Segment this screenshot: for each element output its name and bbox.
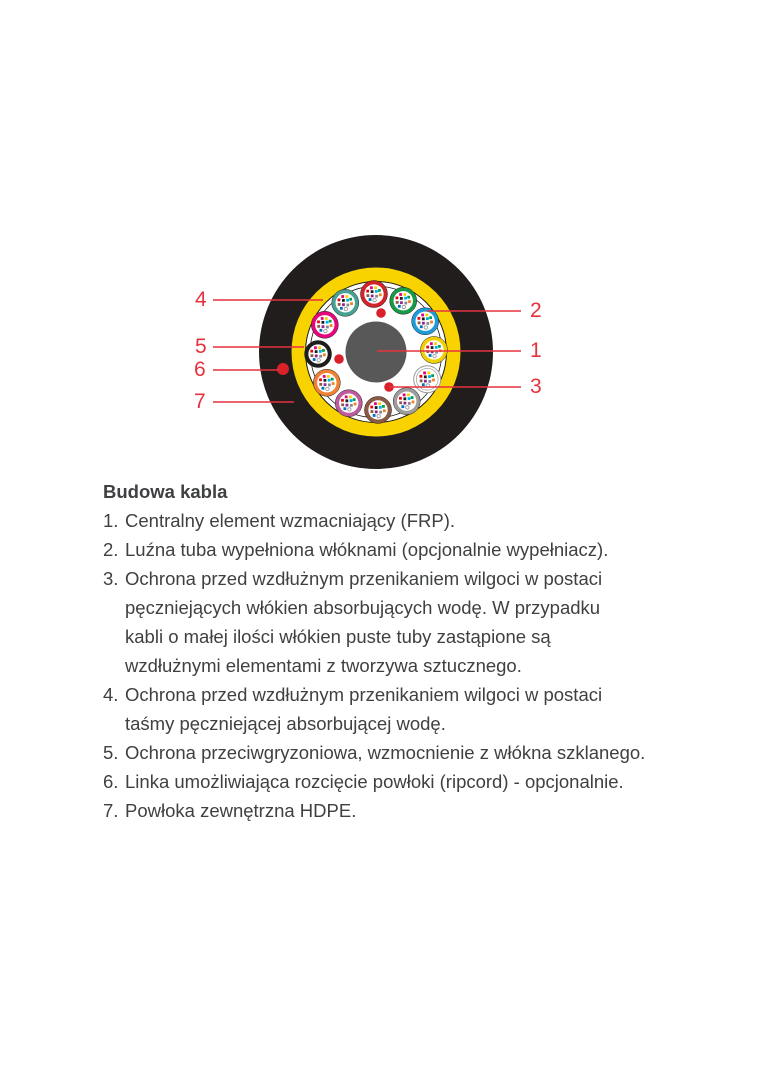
fiber-dot	[315, 350, 318, 353]
ripcord-dot	[277, 363, 289, 375]
fiber-dot	[346, 304, 349, 307]
fiber-dot	[322, 349, 325, 352]
fiber-dot	[438, 345, 441, 348]
fiber-dot	[324, 383, 327, 386]
fiber-dot	[412, 401, 415, 404]
loose-tube-aqua	[332, 289, 359, 316]
fiber-dot	[370, 286, 373, 289]
fiber-dot	[345, 396, 348, 399]
fiber-dot	[321, 321, 324, 324]
legend-item-5	[103, 738, 703, 767]
fiber-dot	[426, 322, 429, 325]
fiber-dot	[340, 307, 343, 310]
fiber-dot	[354, 403, 357, 406]
legend-item-2	[103, 535, 703, 564]
fiber-dot	[404, 302, 407, 305]
fiber-dot	[396, 301, 399, 304]
fiber-dot-white	[424, 326, 427, 329]
fiber-dot	[322, 325, 325, 328]
fiber-dot	[332, 382, 335, 385]
fiber-dot	[366, 290, 369, 293]
fiber-dot	[353, 398, 356, 401]
fiber-dot	[319, 329, 322, 332]
fiber-dot	[429, 316, 432, 319]
legend-item-number: 4.	[103, 684, 119, 705]
fiber-dot	[346, 299, 349, 302]
callout-label-7: 7	[194, 390, 206, 413]
fiber-dot	[349, 396, 352, 399]
legend-item-number: 5.	[103, 742, 119, 763]
fiber-dot	[421, 314, 424, 317]
fiber-dot	[403, 393, 406, 396]
callout-label-6: 6	[194, 358, 206, 381]
loose-tube-blue	[412, 308, 439, 335]
fiber-dot	[426, 346, 429, 349]
fiber-dot	[420, 375, 423, 378]
fiber-dot	[404, 402, 407, 405]
fiber-dot	[319, 383, 322, 386]
loose-tube-orange	[313, 369, 340, 396]
fiber-dot	[310, 350, 313, 353]
fiber-dot	[429, 354, 432, 357]
fiber-dot	[314, 346, 317, 349]
legend-item-6	[103, 767, 703, 796]
fiber-dot	[369, 298, 372, 301]
cable-cross-section-diagram	[0, 0, 784, 470]
legend-item-number: 7.	[103, 800, 119, 821]
legend-text-line: wzdłużnymi elementami z tworzywa sztucznego.	[125, 655, 522, 676]
legend-title: Budowa kabla	[103, 481, 228, 502]
fiber-dot	[400, 297, 403, 300]
fiber-dot-white	[377, 414, 380, 417]
fiber-dot-white	[317, 359, 320, 362]
fiber-dot	[328, 384, 331, 387]
fiber-dot	[408, 300, 411, 303]
legend-text-line: Ochrona przed wzdłużnym przenikaniem wilgoci w postaci	[125, 684, 603, 705]
fiber-dot-white	[324, 329, 327, 332]
fiber-dot	[322, 387, 325, 390]
fiber-dot	[343, 407, 346, 410]
fiber-dot	[317, 325, 320, 328]
fiber-dot	[378, 402, 381, 405]
loose-tube-violet	[335, 390, 362, 417]
fiber-dot	[427, 372, 430, 375]
fiber-dot	[323, 375, 326, 378]
legend-text-line: taśmy pęczniejącej absorbującej wodę.	[125, 713, 446, 734]
fiber-dot	[379, 293, 382, 296]
fiber-dot	[350, 302, 353, 305]
fiber-dot-white	[373, 299, 376, 302]
fiber-dot	[342, 303, 345, 306]
fiber-dot	[422, 322, 425, 325]
fiber-dot	[370, 406, 373, 409]
loose-tube-gray	[393, 388, 420, 415]
fiber-dot	[400, 301, 403, 304]
loose-tube-black	[305, 341, 332, 368]
fiber-dot	[313, 358, 316, 361]
legend-item-3	[103, 564, 703, 680]
fiber-dot	[422, 317, 425, 320]
fiber-dot	[346, 404, 349, 407]
fiber-dot	[396, 296, 399, 299]
fiber-dot	[435, 346, 438, 349]
fiber-dot	[431, 374, 434, 377]
legend-text-line: Linka umożliwiająca rozcięcie powłoki (ripcord) - opcjonalnie.	[125, 771, 624, 792]
fiber-dot	[349, 298, 352, 301]
loose-tube-brown	[365, 396, 392, 423]
fiber-dot	[407, 393, 410, 396]
fiber-dot	[430, 342, 433, 345]
fiber-dot	[338, 303, 341, 306]
water-swellable-yarn-dot	[334, 354, 344, 364]
fiber-dot	[342, 299, 345, 302]
fiber-dot	[403, 397, 406, 400]
fiber-dot	[428, 380, 431, 383]
fiber-dot	[423, 372, 426, 375]
fiber-dot	[375, 410, 378, 413]
fiber-dot	[324, 379, 327, 382]
fiber-dot	[399, 397, 402, 400]
water-swellable-yarn-dot	[376, 308, 386, 318]
fiber-dot	[350, 404, 353, 407]
legend-text-line: Powłoka zewnętrzna HDPE.	[125, 800, 357, 821]
fiber-dot	[431, 346, 434, 349]
loose-tube-yellow	[420, 336, 447, 363]
fiber-dot	[345, 295, 348, 298]
fiber-dot	[330, 324, 333, 327]
fiber-dot-white	[326, 387, 329, 390]
fiber-dot-white	[433, 354, 436, 357]
fiber-dot	[318, 346, 321, 349]
fiber-dot	[404, 297, 407, 300]
fiber-dot	[374, 286, 377, 289]
fiber-dot	[329, 320, 332, 323]
fiber-dot	[399, 293, 402, 296]
fiber-dot	[327, 375, 330, 378]
fiber-dot	[366, 294, 369, 297]
callout-label-3: 3	[530, 375, 542, 398]
fiber-dot	[325, 317, 328, 320]
loose-tube-rose	[311, 311, 338, 338]
fiber-dot	[374, 402, 377, 405]
fiber-dot	[319, 350, 322, 353]
frp-central-member	[346, 322, 407, 383]
callout-label-1: 1	[530, 339, 542, 362]
fiber-dot	[371, 295, 374, 298]
fiber-dot	[373, 414, 376, 417]
legend-item-number: 6.	[103, 771, 119, 792]
fiber-dot	[375, 406, 378, 409]
fiber-dot	[378, 289, 381, 292]
fiber-dot	[375, 295, 378, 298]
fiber-dot	[317, 320, 320, 323]
fiber-dot	[411, 396, 414, 399]
legend-item-number: 2.	[103, 539, 119, 560]
fiber-dot	[420, 325, 423, 328]
fiber-dot	[319, 378, 322, 381]
fiber-dot	[408, 402, 411, 405]
fiber-dot	[321, 317, 324, 320]
legend-item-1	[103, 506, 703, 535]
legend-text-line: Centralny element wzmacniający (FRP).	[125, 510, 456, 531]
fiber-dot	[341, 295, 344, 298]
legend-text-line: Ochrona przeciwgryzoniowa, wzmocnienie z włókna szklanego.	[125, 742, 646, 763]
fiber-dot	[424, 380, 427, 383]
fiber-dot	[379, 406, 382, 409]
fiber-dot	[432, 379, 435, 382]
fiber-dot	[338, 299, 341, 302]
fiber-dot	[311, 354, 314, 357]
fiber-dot	[408, 397, 411, 400]
fiber-dot	[434, 342, 437, 345]
fiber-dot	[426, 317, 429, 320]
legend-item-number: 1.	[103, 510, 119, 531]
fiber-dot	[425, 314, 428, 317]
loose-tube-red	[360, 281, 387, 308]
fiber-dot	[371, 290, 374, 293]
legend-text-line: pęczniejących włókien absorbujących wodę. W przypadku	[125, 597, 601, 618]
fiber-dot	[417, 317, 420, 320]
callout-label-5: 5	[195, 335, 207, 358]
callout-label-4: 4	[195, 288, 207, 311]
fiber-dot	[315, 355, 318, 358]
fiber-dot	[418, 321, 421, 324]
fiber-dot	[430, 321, 433, 324]
fiber-dot	[403, 293, 406, 296]
legend-item-7	[103, 796, 703, 825]
legend-text-line: Ochrona przed wzdłużnym przenikaniem wilgoci w postaci	[125, 568, 603, 589]
fiber-dot	[350, 399, 353, 402]
fiber-dot	[375, 290, 378, 293]
fiber-dot-white	[348, 408, 351, 411]
fiber-dot	[331, 378, 334, 381]
fiber-dot	[379, 411, 382, 414]
fiber-dot-white	[344, 307, 347, 310]
callout-label-2: 2	[530, 299, 542, 322]
loose-tube-green	[390, 287, 417, 314]
legend-item-number: 3.	[103, 568, 119, 589]
fiber-dot	[401, 405, 404, 408]
fiber-dot	[326, 321, 329, 324]
fiber-dot	[398, 305, 401, 308]
cable-structure-legend	[103, 477, 703, 825]
fiber-dot	[424, 375, 427, 378]
legend-items	[103, 506, 703, 825]
fiber-dot	[345, 399, 348, 402]
fiber-dot	[341, 399, 344, 402]
fiber-dot	[383, 409, 386, 412]
fiber-dot-white	[406, 406, 409, 409]
legend-text-line: kabli o małej ilości włókien puste tuby zastąpione są	[125, 626, 551, 647]
fiber-dot	[428, 375, 431, 378]
fiber-dot	[422, 383, 425, 386]
fiber-dot-white	[402, 305, 405, 308]
fiber-dot	[371, 410, 374, 413]
fiber-dot	[328, 379, 331, 382]
fiber-dot	[319, 355, 322, 358]
fiber-dot	[407, 296, 410, 299]
legend-text-line: Luźna tuba wypełniona włóknami (opcjonalnie wypełniacz).	[125, 539, 609, 560]
fiber-dot	[341, 403, 344, 406]
fiber-dot	[399, 401, 402, 404]
loose-tube-white	[414, 366, 441, 393]
fiber-dot	[326, 326, 329, 329]
fiber-dot	[382, 405, 385, 408]
legend-item-4	[103, 680, 703, 738]
fiber-dot	[420, 379, 423, 382]
fiber-dot	[323, 353, 326, 356]
